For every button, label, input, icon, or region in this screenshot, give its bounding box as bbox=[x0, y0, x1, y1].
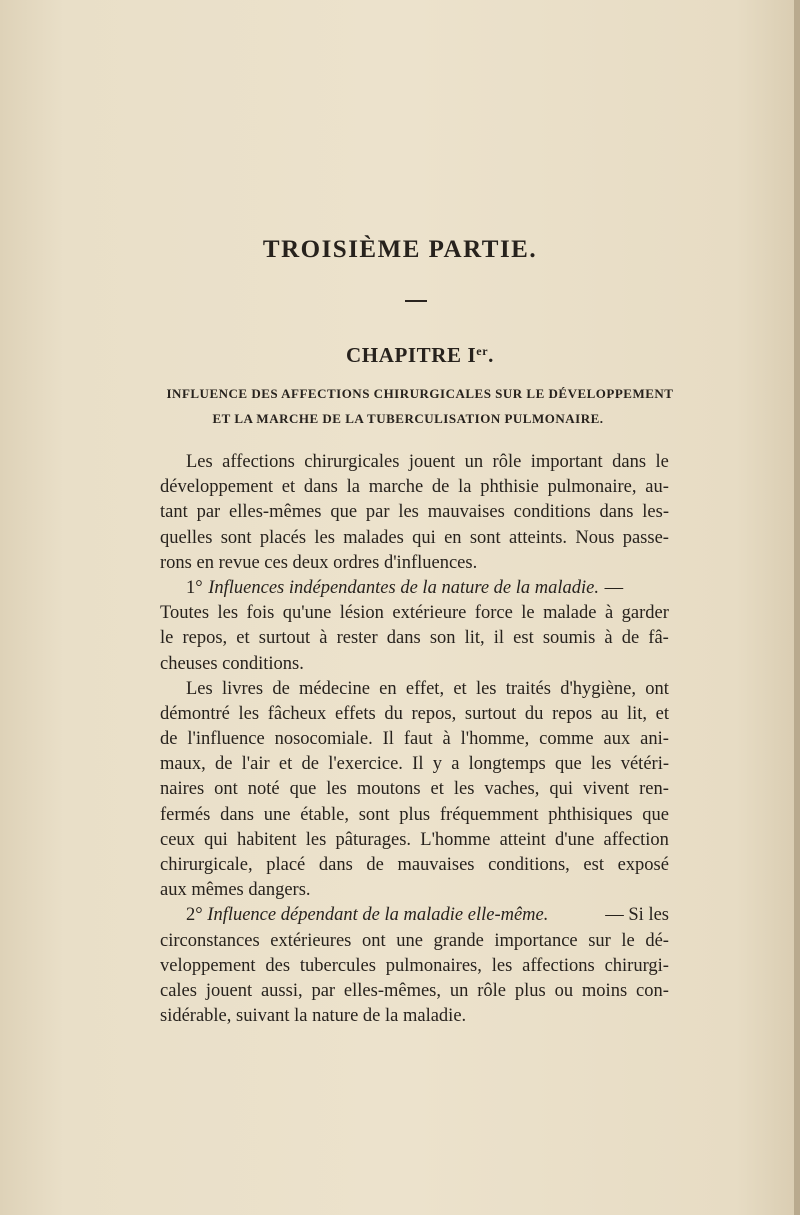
text-line: rons en revue ces deux ordres d'influences. bbox=[160, 552, 478, 573]
text-line: de l'influence nosocomiale. Il faut à l'homme, comme aux ani- bbox=[160, 729, 669, 750]
section-number: 1° bbox=[186, 577, 203, 598]
text-line: Les livres de médecine en effet, et les traités d'hygiène, ont bbox=[186, 678, 669, 699]
text-line: veloppement des tubercules pulmonaires, les affections chirurgi- bbox=[160, 955, 669, 976]
chapter-period: . bbox=[488, 343, 494, 367]
text-line: fermés dans une étable, sont plus fréquemment phthisiques que bbox=[160, 804, 669, 825]
text-line: ceux qui habitent les pâturages. L'homme atteint d'une affection bbox=[160, 829, 669, 850]
text-line: le repos, et surtout à rester dans son lit, il est soumis à de fâ- bbox=[160, 628, 669, 649]
text-line: Les affections chirurgicales jouent un rôle important dans le bbox=[186, 452, 669, 472]
text-line: développement et dans la marche de la phthisie pulmonaire, au- bbox=[160, 477, 669, 498]
text-line: maux, de l'air et de l'exercice. Il y a longtemps que les vétéri- bbox=[160, 754, 669, 775]
section-heading-1 bbox=[160, 576, 669, 601]
chapter-title bbox=[0, 343, 800, 368]
text-line: circonstances extérieures ont une grande importance sur le dé- bbox=[160, 930, 669, 951]
part-title: TROISIÈME PARTIE. bbox=[262, 236, 538, 263]
section-title-italic: Influences indépendantes de la nature de la maladie. bbox=[208, 577, 600, 598]
section-heading-2 bbox=[160, 903, 669, 928]
section-heading-rest: — Si les bbox=[605, 905, 669, 926]
page-edge bbox=[794, 0, 800, 1215]
section-rule bbox=[405, 300, 427, 302]
text-line: aux mêmes dangers. bbox=[160, 880, 311, 901]
text-line: cales jouent aussi, par elles-mêmes, un rôle plus ou moins con- bbox=[160, 980, 669, 1001]
text-line: sidérable, suivant la nature de la maladie. bbox=[160, 1006, 467, 1027]
chapter-label: CHAPITRE I bbox=[346, 343, 477, 367]
text-line: chirurgicale, placé dans de mauvaises conditions, est exposé bbox=[160, 855, 669, 875]
section-number-text: 2° bbox=[186, 905, 203, 926]
text-line: naires ont noté que les moutons et les vaches, qui vivent ren- bbox=[160, 779, 669, 800]
text-line: Toutes les fois qu'une lésion extérieure force le malade à garder bbox=[160, 603, 669, 624]
text-line: démontré les fâcheux effets du repos, surtout du repos au lit, et bbox=[160, 703, 669, 724]
chapter-subtitle-line-1: INFLUENCE DES AFFECTIONS CHIRURGICALES SUR LE DÉVELOPPEMENT bbox=[166, 386, 674, 401]
chapter-superscript: er bbox=[476, 344, 489, 358]
section-dash: — bbox=[604, 577, 624, 598]
text-line: tant par elles-mêmes que par les mauvaises conditions dans les- bbox=[160, 502, 669, 523]
section-title-italic: Influence dépendant de la maladie elle-même. bbox=[207, 905, 549, 926]
body-text bbox=[160, 450, 669, 1029]
section-number bbox=[186, 903, 548, 928]
text-line: cheuses conditions. bbox=[160, 653, 304, 674]
text-line: quelles sont placés les malades qui en sont atteints. Nous passe- bbox=[160, 527, 669, 548]
chapter-subtitle-line-2: ET LA MARCHE DE LA TUBERCULISATION PULMONAIRE. bbox=[212, 411, 604, 426]
